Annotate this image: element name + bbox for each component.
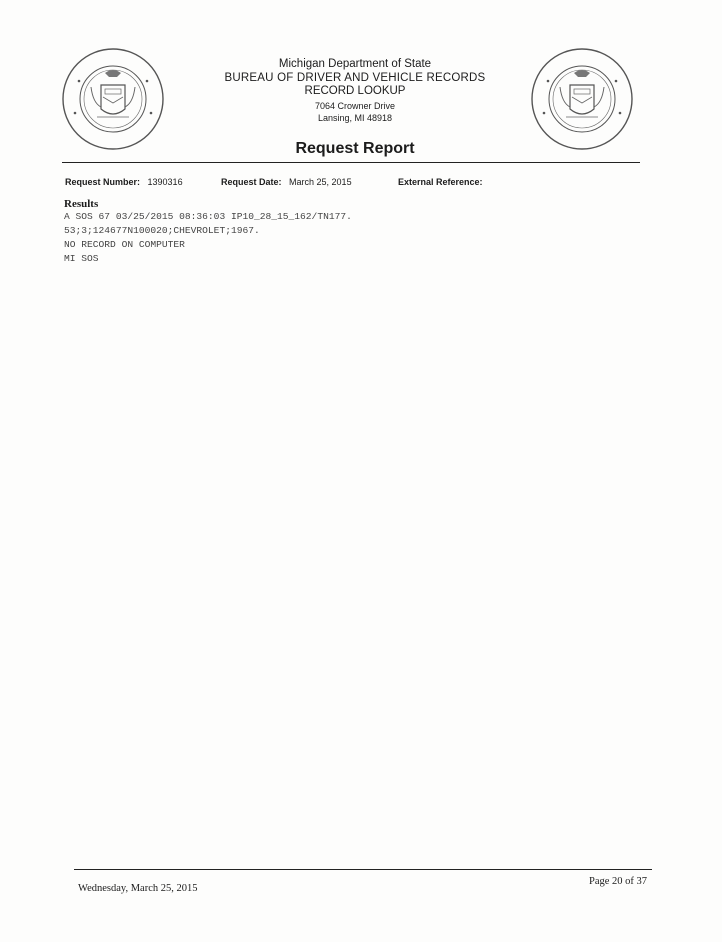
request-number-label: Request Number: xyxy=(65,177,141,187)
header-divider xyxy=(62,162,640,163)
department-name: Michigan Department of State xyxy=(278,58,432,70)
results-line: A SOS 67 03/25/2015 08:36:03 IP10_28_15_162/TN177. xyxy=(64,211,352,222)
request-number-field xyxy=(65,177,183,187)
michigan-seal-icon xyxy=(61,47,165,151)
request-date-value: March 25, 2015 xyxy=(289,177,352,187)
bureau-name: BUREAU OF DRIVER AND VEHICLE RECORDS xyxy=(224,71,486,84)
results-line: 53;3;124677N100020;CHEVROLET;1967. xyxy=(64,225,260,236)
results-line: MI SOS xyxy=(64,253,99,264)
request-date-label: Request Date: xyxy=(221,177,282,187)
michigan-seal-icon xyxy=(530,47,634,151)
external-reference-label: External Reference: xyxy=(398,177,483,187)
page-number: Page 20 of 37 xyxy=(589,876,648,887)
external-reference-field xyxy=(398,177,483,187)
results-line: NO RECORD ON COMPUTER xyxy=(64,239,185,250)
page-title: Request Report xyxy=(295,140,415,157)
address-city: Lansing, MI 48918 xyxy=(317,113,393,124)
report-header xyxy=(180,58,530,124)
request-number-value: 1390316 xyxy=(147,177,183,187)
footer-date: Wednesday, March 25, 2015 xyxy=(78,883,198,894)
results-body xyxy=(64,210,352,266)
footer-divider xyxy=(74,869,652,870)
state-seal-right xyxy=(530,47,634,151)
address-street: 7064 Crowner Drive xyxy=(314,100,396,111)
record-lookup-label: RECORD LOOKUP xyxy=(304,85,406,98)
state-seal-left xyxy=(61,47,165,151)
request-date-field xyxy=(221,177,352,187)
results-heading: Results xyxy=(64,198,99,210)
